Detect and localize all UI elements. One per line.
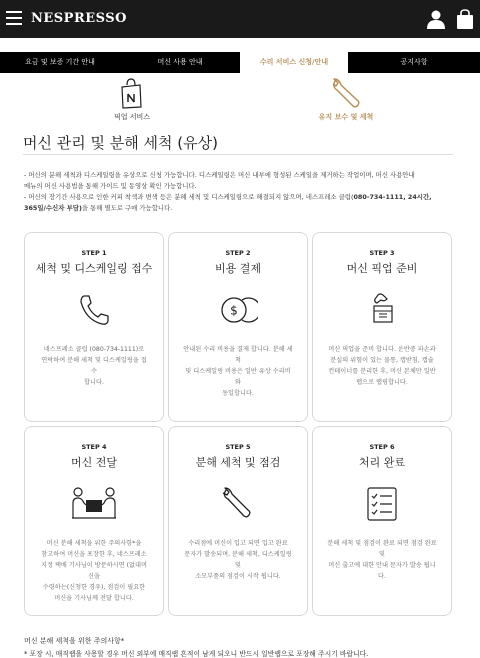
step-number: STEP 2 — [225, 249, 251, 257]
subnav-pickup-label: 픽업 서비스 — [113, 113, 151, 121]
step-card-4 — [24, 426, 164, 616]
handover-icon — [70, 484, 118, 524]
intro-line: 메뉴의 머신 사용법을 통해 가이드 및 동영상 확인 가능합니다. — [24, 182, 197, 190]
intro-line: 365일/수신자 부담)을 통해 별도로 구매 가능합니다. — [24, 204, 173, 212]
step-number: STEP 1 — [81, 249, 107, 257]
step-description: 안내된 수리 비용을 결제 합니다. 분해 세척 및 디스케일링 비용은 일반 유상 수리비와 동일합니다. — [183, 346, 293, 397]
step-number: STEP 4 — [81, 443, 107, 451]
svg-text:$: $ — [230, 303, 238, 318]
step-title: 세척 및 디스케일링 접수 — [35, 262, 153, 275]
step-title: 비용 결제 — [214, 262, 261, 275]
step-card-1 — [24, 232, 164, 422]
tab-repair-service[interactable]: 수리 서비스 신청/안내 — [240, 52, 348, 73]
step-number: STEP 5 — [225, 443, 251, 451]
page-title: 머신 관리 및 분해 세척 (유상) — [23, 134, 218, 152]
note-title: 머신 분해 세척을 위한 주의사항* — [24, 637, 125, 645]
step-title: 머신 전달 — [70, 456, 117, 469]
step-card-5 — [168, 426, 308, 616]
step-card-3 — [312, 232, 452, 422]
nespresso-logo[interactable]: NESPRESSO — [31, 11, 127, 26]
step-title: 머신 픽업 준비 — [346, 262, 418, 275]
shopping-bag-icon[interactable] — [456, 9, 474, 29]
title-divider — [23, 154, 453, 155]
tab-pricing[interactable]: 요금 및 보증 기간 안내 — [25, 58, 95, 66]
pickup-bag-icon — [119, 77, 143, 109]
step-number: STEP 3 — [369, 249, 395, 257]
note-body: * 포장 시, 매직랩을 사용할 경우 머신 외부에 매직랩 흔적이 남게 되오니 반드시 일반랩으로 포장해 주시기 바랍니다. — [24, 650, 369, 658]
tab-bar — [0, 52, 480, 73]
hamburger-icon[interactable] — [6, 11, 22, 25]
top-header — [0, 0, 480, 38]
box-hand-icon — [362, 290, 402, 330]
step-number: STEP 6 — [369, 443, 395, 451]
subnav-maintenance-label: 유지 보수 및 세척 — [318, 113, 374, 121]
step-card-2 — [168, 232, 308, 422]
coins-icon — [218, 290, 258, 330]
step-description: 수리점에 머신이 입고 되면 입고 완료 문자가 발송되며, 분해 세척, 디스케일링 및 소모부품의 점검이 시작 됩니다. — [184, 540, 292, 580]
step-card-6 — [312, 426, 452, 616]
checklist-icon — [362, 484, 402, 524]
step-title: 처리 완료 — [358, 456, 405, 469]
step-description: 분해 세척 및 점검이 완료 되면 점검 완료 및 머신 출고에 대한 안내 문자가 발송 됩니다. — [327, 540, 437, 580]
step-description: 머신 픽업을 준비 합니다. 운반중 파손과 분실의 위험이 있는 물통, 캡받침, 캡슐 컨테이너를 분리한 후, 머신 본체만 일반 랩으로 랩핑합니다. — [328, 346, 436, 386]
intro-line: - 머신의 분해 세척과 디스케일링을 유상으로 신청 가능합니다. 디스케일링은 머신 내부에 형성된 스케일을 제거하는 작업이며, 머신 사용안내 — [24, 171, 415, 179]
step-description: 머신 분해 세척을 위한 주의사항*을 참고하여 머신을 포장한 후, 네스프레소 지정 택배 기사님이 방문하시면 (없대머신을 수령하는(신청한 경우), 점검이 필요한 머신을 기사님께 전달 합니다. — [41, 540, 147, 602]
wrench-icon — [331, 77, 361, 109]
intro-text — [24, 170, 460, 214]
tab-notices[interactable]: 공지사항 — [400, 58, 428, 66]
intro-line: - 머신의 장기간 사용으로 인한 커피 착색과 변색 등은 분해 세척 및 디스케일링으로 해결되지 않으며, 네스프레소 클럽(080-734-1111, 24시간, — [24, 193, 432, 201]
tab-machine-guide[interactable]: 머신 사용 안내 — [157, 58, 203, 66]
step-description: 네스프레소 클럽 (080-734-1111)로 연락하여 분해 세척 및 디스케일링을 접수 합니다. — [41, 346, 147, 386]
wrench-icon — [218, 484, 258, 524]
user-icon[interactable] — [426, 9, 446, 29]
phone-icon — [74, 290, 114, 330]
step-title: 분해 세척 및 점검 — [195, 456, 281, 469]
